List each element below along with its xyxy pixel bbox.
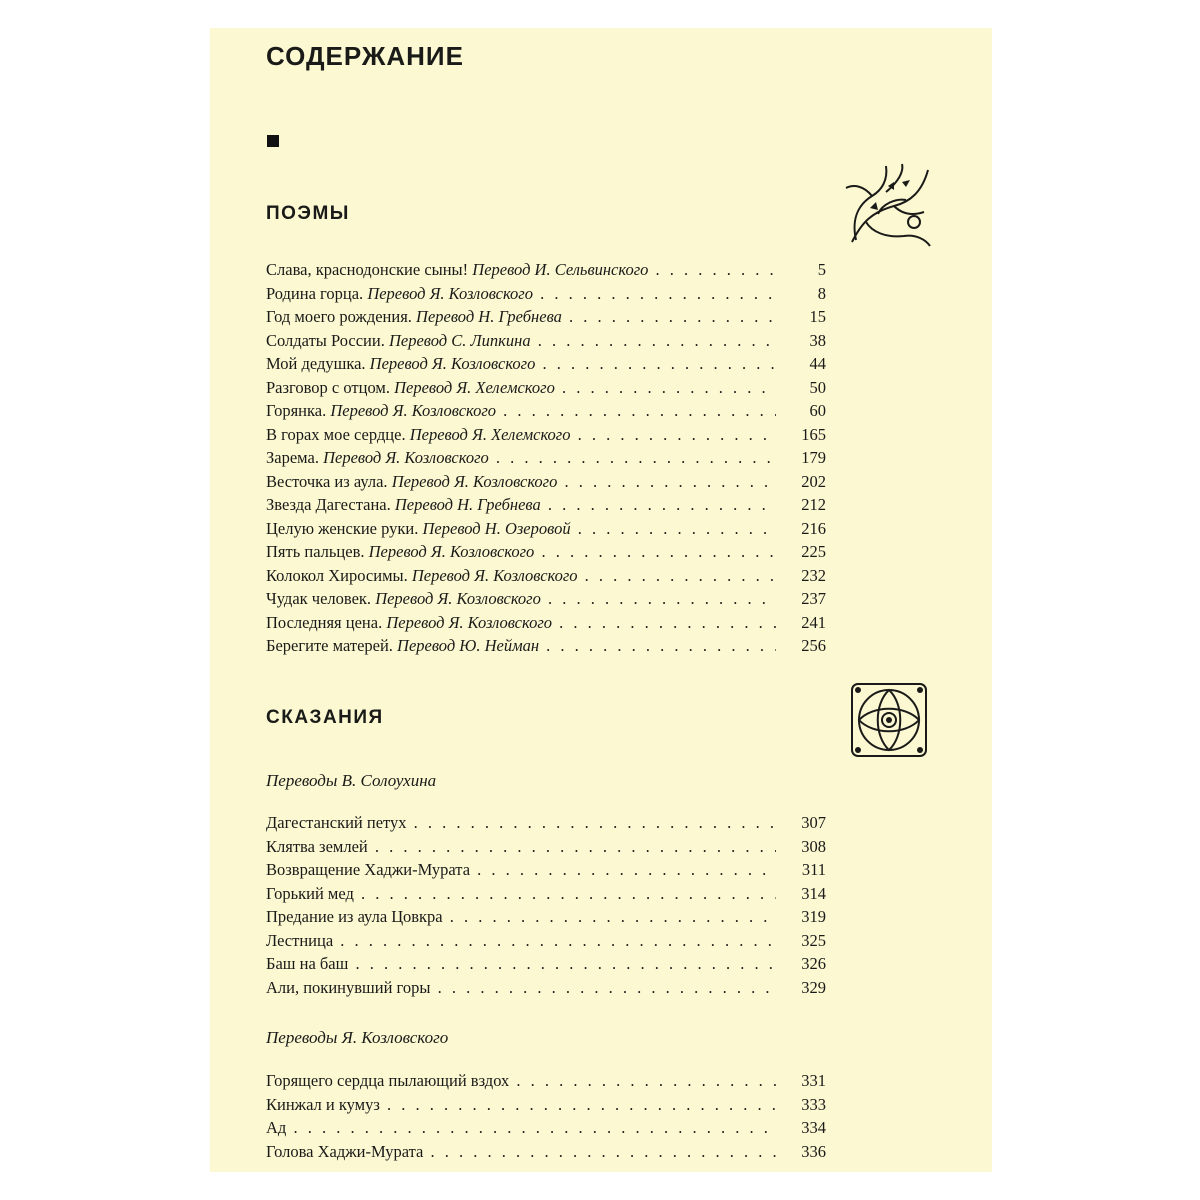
toc-entry[interactable]: Чудак человек. Перевод Я. Козловского . . . 237 <box>266 587 826 611</box>
group-heading-kozlovsky: Переводы Я. Козловского <box>266 1028 449 1047</box>
page-number: 336 <box>801 1141 826 1161</box>
page-number: 256 <box>801 636 826 655</box>
black-square-mark <box>267 135 279 147</box>
page-number: 308 <box>801 836 826 856</box>
page-number: 225 <box>801 542 826 561</box>
page-number: 212 <box>801 495 826 514</box>
page-number: 216 <box>801 518 826 538</box>
toc-entry[interactable]: Дагестанский петух . . . 307 <box>266 811 826 835</box>
group-heading-soloukhin: Переводы В. Солоухина <box>266 771 437 790</box>
toc-entry[interactable]: Возвращение Хаджи-Мурата . . . 311 <box>266 858 826 882</box>
page-number: 331 <box>801 1071 826 1090</box>
toc-entry[interactable]: Ад . . . 334 <box>266 1116 826 1140</box>
toc-entry[interactable]: Разговор с отцом. Перевод Я. Хелемского . . . 50 <box>266 376 826 400</box>
toc-entry[interactable]: Предание из аула Цовкра . . . 319 <box>266 905 826 929</box>
toc-entry[interactable]: Али, покинувший горы . . . 329 <box>266 976 826 1000</box>
page-number: 50 <box>809 377 826 397</box>
page-number: 334 <box>801 1118 826 1137</box>
page-number: 179 <box>801 448 826 467</box>
acanthus-leaf-ornament <box>842 162 934 248</box>
page-number: 311 <box>801 860 826 879</box>
toc-entry[interactable]: Целую женские руки. Перевод Н. Озеровой . . . 216 <box>266 517 826 541</box>
page-number: 202 <box>801 471 826 491</box>
toc-entry[interactable]: Звезда Дагестана. Перевод Н. Гребнева . . . 212 <box>266 493 826 517</box>
page-number: 165 <box>801 424 826 444</box>
page-title: СОДЕРЖАНИЕ <box>266 41 464 71</box>
toc-entry[interactable]: Горянка. Перевод Я. Козловского . . . 60 <box>266 399 826 423</box>
toc-entry[interactable]: Солдаты России. Перевод С. Липкина . . . 38 <box>266 329 826 353</box>
toc-entry[interactable]: Горький мед . . . 314 <box>266 882 826 906</box>
toc-entry[interactable]: Лестница . . . 325 <box>266 929 826 953</box>
toc-entry[interactable]: Зарема. Перевод Я. Козловского . . . 179 <box>266 446 826 470</box>
toc-entry[interactable]: Слава, краснодонские сыны! Перевод И. Сельвинского . . . 5 <box>266 258 826 282</box>
page-number: 333 <box>801 1094 826 1114</box>
toc-entry[interactable]: Родина горца. Перевод Я. Козловского . . . 8 <box>266 282 826 306</box>
section-heading-legends: СКАЗАНИЯ <box>266 707 384 728</box>
page-number: 15 <box>809 307 826 326</box>
section-heading-poems: ПОЭМЫ <box>266 203 350 224</box>
toc-entry[interactable]: Год моего рождения. Перевод Н. Гребнева . . . 15 <box>266 305 826 329</box>
page-number: 241 <box>801 612 826 632</box>
page-number: 44 <box>809 354 826 373</box>
toc-entry[interactable]: Горящего сердца пылающий вздох . . . 331 <box>266 1069 826 1093</box>
toc-entry[interactable]: Колокол Хиросимы. Перевод Я. Козловского . . . 232 <box>266 564 826 588</box>
toc-entry[interactable]: Баш на баш . . . 326 <box>266 952 826 976</box>
page-number: 5 <box>817 260 826 279</box>
toc-entry[interactable]: Последняя цена. Перевод Я. Козловского . . . 241 <box>266 611 826 635</box>
toc-entry[interactable]: Пять пальцев. Перевод Я. Козловского . . . 225 <box>266 540 826 564</box>
book-page <box>210 28 992 1172</box>
page-number: 319 <box>801 907 826 926</box>
kozlovsky-toc-list <box>266 1069 826 1163</box>
page-number: 232 <box>801 565 826 585</box>
toc-entry[interactable]: Берегите матерей. Перевод Ю. Нейман . . . 256 <box>266 634 826 658</box>
page-number: 307 <box>801 813 826 832</box>
soloukhin-toc-list <box>266 811 826 999</box>
page-number: 326 <box>801 954 826 973</box>
toc-entry[interactable]: Кинжал и кумуз . . . 333 <box>266 1093 826 1117</box>
page-number: 38 <box>809 330 826 350</box>
page-number: 237 <box>801 589 826 608</box>
page-number: 60 <box>809 401 826 420</box>
poems-toc-list <box>266 258 826 658</box>
page-number: 314 <box>801 883 826 903</box>
toc-entry[interactable]: Голова Хаджи-Мурата . . . 336 <box>266 1140 826 1164</box>
toc-entry[interactable]: Весточка из аула. Перевод Я. Козловского . . . 202 <box>266 470 826 494</box>
page-number: 329 <box>801 977 826 997</box>
toc-entry[interactable]: Мой дедушка. Перевод Я. Козловского . . . 44 <box>266 352 826 376</box>
toc-entry[interactable]: Клятва землей . . . 308 <box>266 835 826 859</box>
page-number: 325 <box>801 930 826 950</box>
page-number: 8 <box>817 283 826 303</box>
rosette-ornament <box>846 678 932 762</box>
toc-entry[interactable]: В горах мое сердце. Перевод Я. Хелемского . . . 165 <box>266 423 826 447</box>
